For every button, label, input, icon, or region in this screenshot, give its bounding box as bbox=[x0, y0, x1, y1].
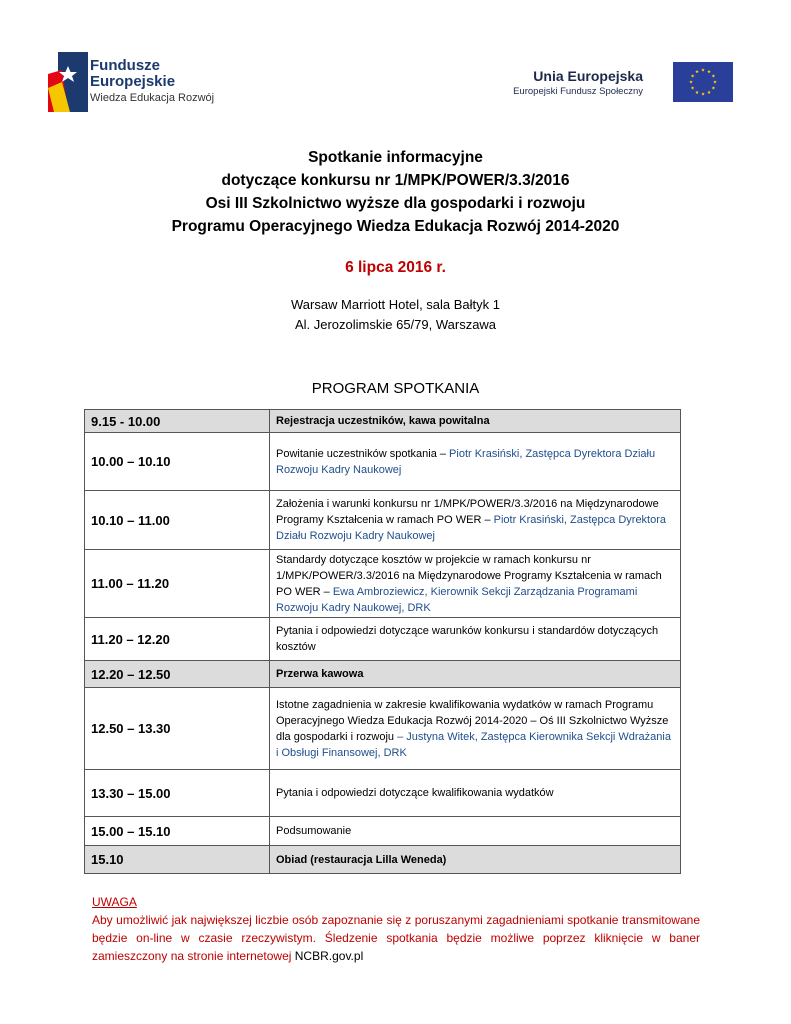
title-line: Osi III Szkolnictwo wyższe dla gospodarki i rozwoju bbox=[205, 195, 586, 212]
note-site-link[interactable]: NCBR.gov.pl bbox=[294, 949, 364, 963]
eu-flag-icon bbox=[673, 62, 733, 102]
agenda-row bbox=[85, 410, 681, 433]
venue bbox=[0, 295, 791, 335]
program-title: PROGRAM SPOTKANIA bbox=[311, 380, 480, 397]
agenda-description: Rejestracja uczestników, kawa powitalna bbox=[270, 410, 681, 433]
agenda-description: Powitanie uczestników spotkania – Piotr Krasiński, Zastępca Dyrektora Działu Rozwoju Kadry Naukowej bbox=[270, 433, 681, 491]
venue-line1: Warsaw Marriott Hotel, sala Bałtyk 1 bbox=[290, 297, 501, 312]
venue-line2: Al. Jerozolimskie 65/79, Warszawa bbox=[294, 317, 497, 332]
agenda-description: Obiad (restauracja Lilla Weneda) bbox=[270, 846, 681, 874]
agenda-time: 10.10 – 11.00 bbox=[85, 491, 270, 550]
ue-logo-line2: Europejski Fundusz Społeczny bbox=[513, 86, 643, 97]
agenda-row bbox=[85, 661, 681, 688]
title-line: Spotkanie informacyjne bbox=[308, 149, 483, 166]
agenda-speaker: Piotr Krasiński, Zastępca Dyrektora Działu Rozwoju Kadry Naukowej bbox=[276, 447, 656, 476]
agenda-table bbox=[84, 409, 681, 874]
ue-logo-line1: Unia Europejska bbox=[533, 68, 643, 84]
fundusze-europejskie-logo bbox=[48, 52, 268, 114]
fe-logo-line2: Europejskie bbox=[90, 73, 176, 90]
agenda-description: Standardy dotyczące kosztów w projekcie w ramach konkursu nr 1/MPK/POWER/3.3/2016 na Międzynarodowe Programy Kształcenia w ramach PO WER – Ewa Ambroziewicz, Kierownik Sekcji Zarządzania Programami Rozwoju Kadry Naukowej, DRK bbox=[270, 550, 681, 618]
note-section bbox=[92, 893, 700, 965]
agenda-description: Pytania i odpowiedzi dotyczące kwalifikowania wydatków bbox=[270, 770, 681, 817]
agenda-row bbox=[85, 817, 681, 846]
meeting-date: 6 lipca 2016 r. bbox=[345, 259, 446, 276]
agenda-row bbox=[85, 433, 681, 491]
agenda-speaker: Piotr Krasiński, Zastępca Dyrektora Działu Rozwoju Kadry Naukowej bbox=[276, 514, 667, 542]
agenda-time: 10.00 – 10.10 bbox=[85, 433, 270, 491]
agenda-description: Istotne zagadnienia w zakresie kwalifikowania wydatków w ramach Programu Operacyjnego Wiedza Edukacja Rozwój 2014-2020 – Oś III Szkolnictwo Wyższe dla gospodarki i rozwoju – Justyna Witek, Zastępca Kierownika Sekcji Wdrażania i Obsługi Finansowej, DRK bbox=[270, 688, 681, 770]
agenda-row bbox=[85, 688, 681, 770]
agenda-row bbox=[85, 618, 681, 661]
agenda-time: 11.00 – 11.20 bbox=[85, 550, 270, 618]
agenda-speaker: Ewa Ambroziewicz, Kierownik Sekcji Zarządzania Programami Rozwoju Kadry Naukowej, DRK bbox=[276, 585, 638, 614]
agenda-time: 9.15 - 10.00 bbox=[85, 410, 270, 433]
title-line: Programu Operacyjnego Wiedza Edukacja Rozwój 2014-2020 bbox=[171, 218, 620, 235]
agenda-row bbox=[85, 770, 681, 817]
document-title bbox=[0, 146, 791, 238]
fe-flag-icon bbox=[48, 52, 88, 112]
agenda-row bbox=[85, 846, 681, 874]
agenda-time: 12.50 – 13.30 bbox=[85, 688, 270, 770]
unia-europejska-logo bbox=[513, 60, 735, 104]
agenda-time: 11.20 – 12.20 bbox=[85, 618, 270, 661]
note-label: UWAGA bbox=[92, 895, 137, 909]
agenda-row bbox=[85, 491, 681, 550]
title-line: dotyczące konkursu nr 1/MPK/POWER/3.3/2016 bbox=[221, 172, 570, 189]
agenda-description: Pytania i odpowiedzi dotyczące warunków konkursu i standardów dotyczących kosztów bbox=[270, 618, 681, 661]
fe-logo-line1: Fundusze bbox=[90, 57, 160, 74]
note-body: Aby umożliwić jak największej liczbie osób zapoznanie się z poruszanymi zagadnieniami spotkanie transmitowane będzie on-line w czasie rzeczywistym. Śledzenie spotkania będzie możliwe poprzez kliknięcie w baner zamieszczony na stronie internetowej NCBR.gov.pl bbox=[92, 913, 700, 963]
agenda-row bbox=[85, 550, 681, 618]
agenda-time: 15.10 bbox=[85, 846, 270, 874]
fe-logo-line3: Wiedza Edukacja Rozwój bbox=[90, 92, 215, 104]
agenda-speaker: – Justyna Witek, Zastępca Kierownika Sekcji Wdrażania i Obsługi Finansowej, DRK bbox=[276, 730, 671, 759]
agenda-description: Założenia i warunki konkursu nr 1/MPK/POWER/3.3/2016 na Międzynarodowe Programy Kształcenia w ramach PO WER – Piotr Krasiński, Zastępca Dyrektora Działu Rozwoju Kadry Naukowej bbox=[270, 491, 681, 550]
agenda-description: Przerwa kawowa bbox=[270, 661, 681, 688]
agenda-time: 13.30 – 15.00 bbox=[85, 770, 270, 817]
agenda-time: 15.00 – 15.10 bbox=[85, 817, 270, 846]
agenda-time: 12.20 – 12.50 bbox=[85, 661, 270, 688]
agenda-description: Podsumowanie bbox=[270, 817, 681, 846]
